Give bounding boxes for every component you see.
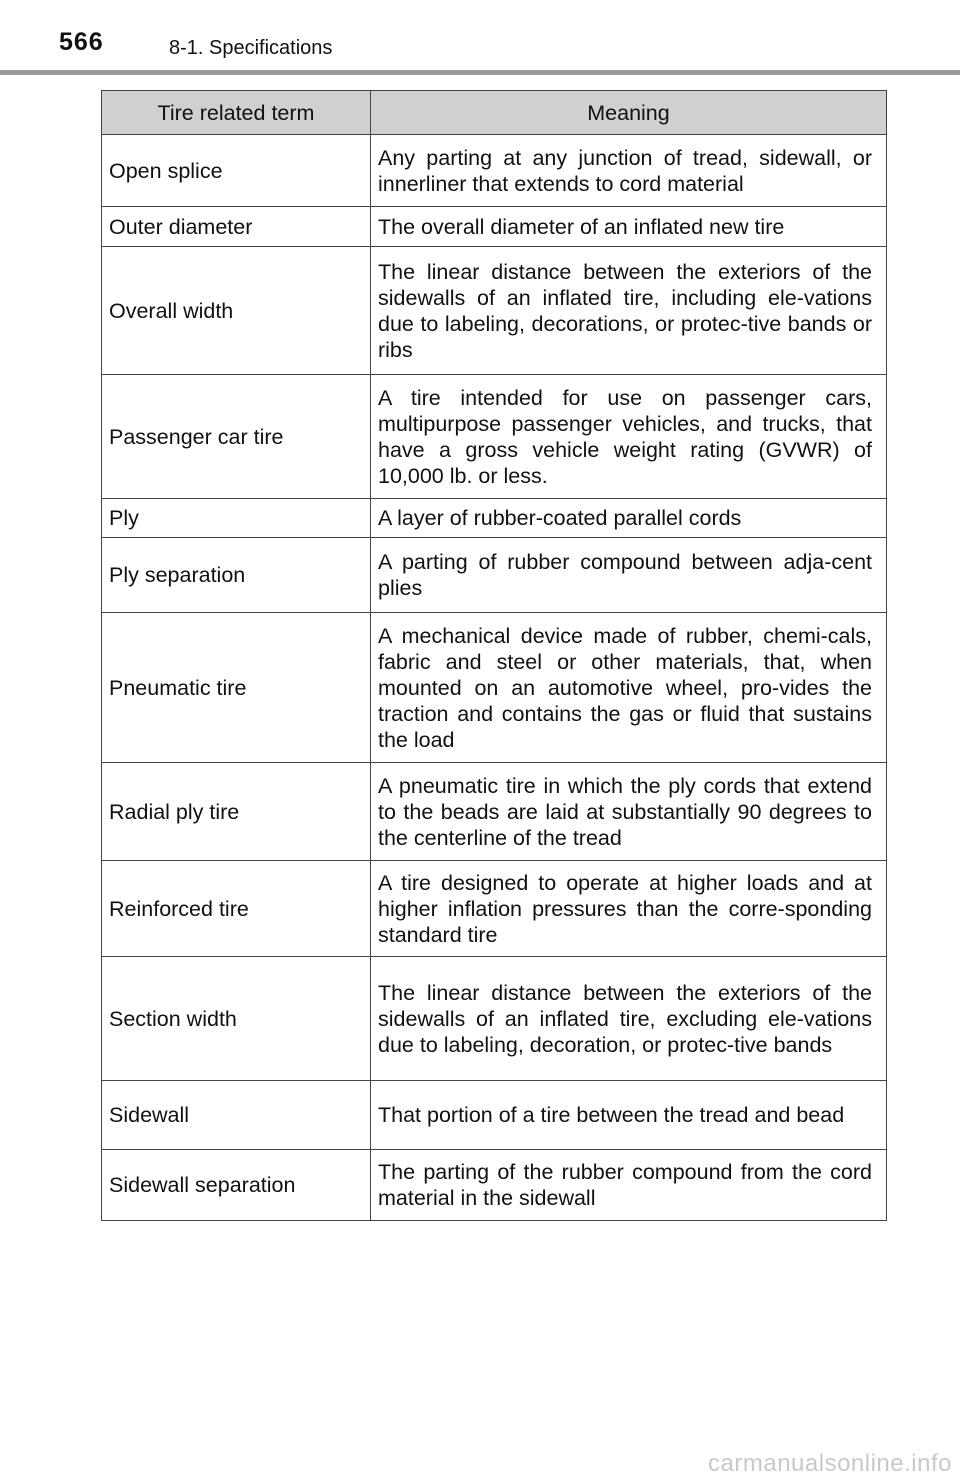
term-cell: Sidewall: [102, 1081, 371, 1150]
table-row: [102, 375, 887, 499]
table-row: [102, 613, 887, 763]
meaning-cell: Any parting at any junction of tread, sidewall, or innerliner that extends to cord material: [371, 135, 887, 207]
term-cell: Overall width: [102, 247, 371, 375]
table-row: [102, 1150, 887, 1221]
page-number: 566: [59, 28, 104, 56]
watermark: carmanualsonline.info: [708, 1450, 952, 1477]
meaning-cell: A parting of rubber compound between adja-cent plies: [371, 538, 887, 613]
meaning-cell: A layer of rubber-coated parallel cords: [371, 499, 887, 538]
term-cell: Sidewall separation: [102, 1150, 371, 1221]
table-row: [102, 207, 887, 247]
table-row: [102, 247, 887, 375]
term-cell: Radial ply tire: [102, 763, 371, 861]
term-cell: Open splice: [102, 135, 371, 207]
meaning-cell: The parting of the rubber compound from the cord material in the sidewall: [371, 1150, 887, 1221]
section-title: 8-1. Specifications: [169, 37, 333, 59]
table-row: [102, 538, 887, 613]
meaning-cell: A tire intended for use on passenger cars, multipurpose passenger vehicles, and trucks, that have a gross vehicle weight rating (GVWR) of 10,000 lb. or less.: [371, 375, 887, 499]
term-cell: Outer diameter: [102, 207, 371, 247]
column-header-term: Tire related term: [102, 91, 371, 135]
header-divider: [0, 70, 960, 75]
table-row: [102, 861, 887, 957]
meaning-cell: That portion of a tire between the tread and bead: [371, 1081, 887, 1150]
term-cell: Pneumatic tire: [102, 613, 371, 763]
meaning-cell: A pneumatic tire in which the ply cords that extend to the beads are laid at substantially 90 degrees to the centerline of the tread: [371, 763, 887, 861]
term-cell: Section width: [102, 957, 371, 1081]
table-row: [102, 499, 887, 538]
meaning-cell: The overall diameter of an inflated new tire: [371, 207, 887, 247]
meaning-cell: A tire designed to operate at higher loads and at higher inflation pressures than the corre-sponding standard tire: [371, 861, 887, 957]
table-header-row: [102, 91, 887, 135]
term-cell: Passenger car tire: [102, 375, 371, 499]
table-row: [102, 763, 887, 861]
table-row: [102, 135, 887, 207]
table-row: [102, 957, 887, 1081]
meaning-cell: The linear distance between the exteriors of the sidewalls of an inflated tire, including ele-vations due to labeling, decorations, or protec-tive bands or ribs: [371, 247, 887, 375]
term-cell: Reinforced tire: [102, 861, 371, 957]
meaning-cell: The linear distance between the exteriors of the sidewalls of an inflated tire, excluding ele-vations due to labeling, decoration, or protec-tive bands: [371, 957, 887, 1081]
page-header: [0, 0, 960, 76]
column-header-meaning: Meaning: [371, 91, 887, 135]
table-row: [102, 1081, 887, 1150]
meaning-cell: A mechanical device made of rubber, chemi-cals, fabric and steel or other materials, that, when mounted on an automotive wheel, pro-vides the traction and contains the gas or fluid that sustains the load: [371, 613, 887, 763]
term-cell: Ply separation: [102, 538, 371, 613]
term-cell: Ply: [102, 499, 371, 538]
tire-terms-table: [101, 90, 887, 1221]
